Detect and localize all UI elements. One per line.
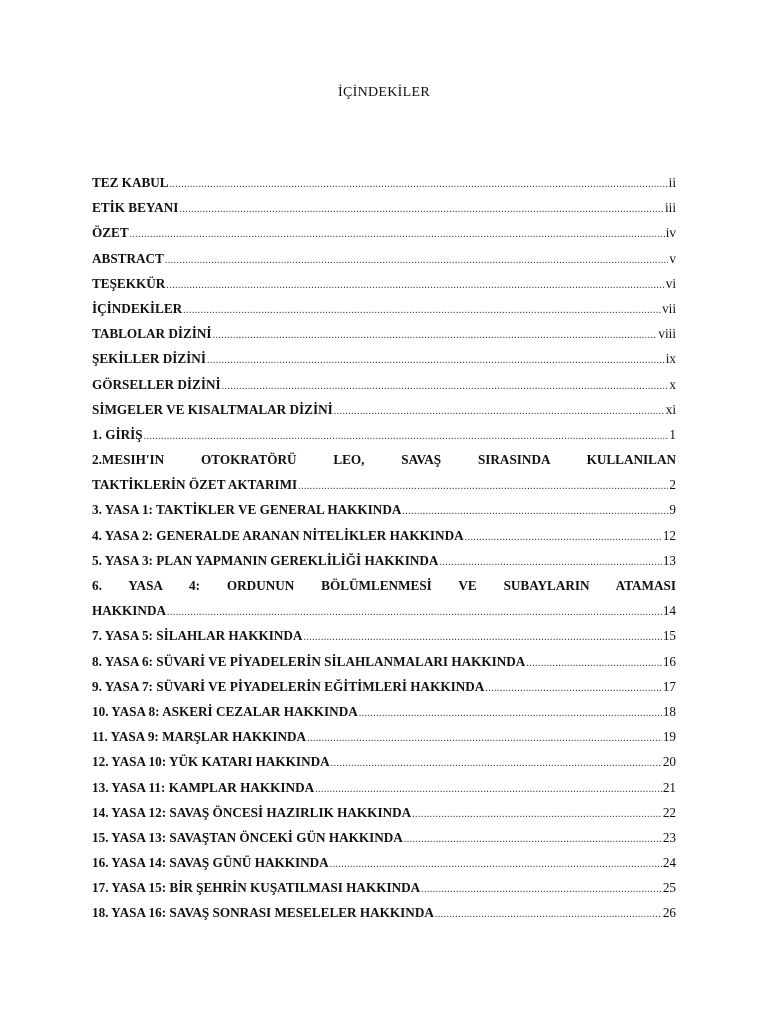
- toc-entry-page: 1: [669, 426, 676, 442]
- toc-entry-page: x: [669, 376, 676, 392]
- toc-entry-page: 15: [662, 628, 676, 644]
- toc-entry-label: 7. YASA 5: SİLAHLAR HAKKINDA: [92, 628, 303, 644]
- toc-entry-label: TABLOLAR DİZİNİ: [92, 326, 212, 342]
- dot-leader: [334, 399, 665, 424]
- toc-entry-label: 17. YASA 15: BİR ŞEHRİN KUŞATILMASI HAKKINDA: [92, 880, 421, 896]
- toc-entry-page: 13: [662, 552, 676, 568]
- toc-entry-page: 21: [662, 779, 676, 795]
- toc-entry-icindekiler: [92, 296, 676, 321]
- toc-entry-label: ETİK BEYANI: [92, 200, 179, 216]
- dot-leader: [439, 550, 661, 575]
- toc-entry-page: ii: [668, 175, 676, 190]
- toc-entry-page: ix: [665, 351, 676, 367]
- dot-leader: [165, 248, 669, 273]
- toc-entry-page: 9: [669, 502, 676, 518]
- dot-leader: [330, 852, 662, 877]
- dot-leader: [465, 525, 662, 550]
- dot-leader: [526, 651, 661, 676]
- toc-entry-gorseller-dizini: [92, 372, 676, 397]
- toc-entry-label: GÖRSELLER DİZİNİ: [92, 376, 221, 392]
- toc-entry-page: 26: [662, 905, 676, 921]
- toc-entry-page: 17: [662, 678, 676, 694]
- toc-entry-yasa-7: [92, 674, 676, 699]
- toc-entry-label: 18. YASA 16: SAVAŞ SONRASI MESELELER HAKKINDA: [92, 905, 434, 921]
- toc-entry-label: 8. YASA 6: SÜVARİ VE PİYADELERİN SİLAHLANMALARI HAKKINDA: [92, 653, 526, 669]
- dot-leader: [307, 726, 662, 751]
- toc-entry-tablolar-dizini: [92, 321, 676, 346]
- toc-entry-label: TAKTİKLERİN ÖZET AKTARIMI: [92, 477, 298, 493]
- dot-leader: [421, 877, 662, 902]
- toc-entry-page: 2: [669, 477, 676, 493]
- toc-entry-page: viii: [658, 326, 676, 342]
- dot-leader: [130, 222, 665, 247]
- toc-entry-page: 20: [662, 754, 676, 770]
- toc-entry-yasa-10: [92, 749, 676, 774]
- toc-entry-label: 13. YASA 11: KAMPLAR HAKKINDA: [92, 779, 315, 795]
- page-title: İÇİNDEKİLER: [338, 85, 430, 100]
- toc-entry-yasa-15: [92, 875, 676, 900]
- dot-leader: [402, 499, 668, 524]
- toc-entry-page: vi: [665, 275, 676, 291]
- dot-leader: [144, 424, 669, 449]
- toc-entry-giris: [92, 422, 676, 447]
- toc-entry-label: TEZ KABUL: [92, 175, 169, 190]
- dot-leader: [331, 751, 662, 776]
- toc-entry-label: 11. YASA 9: MARŞLAR HAKKINDA: [92, 729, 307, 745]
- toc-entry-page: vii: [662, 300, 676, 316]
- table-of-contents: [92, 170, 676, 926]
- toc-entry-label: 15. YASA 13: SAVAŞTAN ÖNCEKİ GÜN HAKKINDA: [92, 829, 403, 845]
- toc-entry-yasa-11: [92, 775, 676, 800]
- toc-entry-tesekkur: [92, 271, 676, 296]
- dot-leader: [435, 902, 662, 927]
- toc-entry-page: 14: [662, 603, 676, 619]
- dot-leader: [298, 474, 668, 499]
- toc-entry-label: 3. YASA 1: TAKTİKLER VE GENERAL HAKKINDA: [92, 502, 402, 518]
- toc-entry-label: 12. YASA 10: YÜK KATARI HAKKINDA: [92, 754, 330, 770]
- dot-leader: [170, 172, 668, 197]
- toc-entry-yasa-13: [92, 825, 676, 850]
- toc-entry-label: 14. YASA 12: SAVAŞ ÖNCESİ HAZIRLIK HAKKINDA: [92, 804, 412, 820]
- toc-entry-page: iii: [665, 200, 676, 216]
- dot-leader: [412, 802, 662, 827]
- toc-entry-label: ÖZET: [92, 225, 129, 241]
- toc-entry-page: 22: [662, 804, 676, 820]
- toc-entry-page: 25: [662, 880, 676, 896]
- dot-leader: [485, 676, 662, 701]
- dot-leader: [359, 701, 662, 726]
- toc-entry-page: 18: [662, 703, 676, 719]
- toc-entry-label: 5. YASA 3: PLAN YAPMANIN GEREKLİLİĞİ HAKKINDA: [92, 552, 439, 568]
- toc-entry-yasa-3: [92, 548, 676, 573]
- toc-entry-sekiller-dizini: [92, 346, 676, 371]
- toc-entry-page: 23: [662, 829, 676, 845]
- toc-entry-yasa-8: [92, 699, 676, 724]
- toc-entry-label: TEŞEKKÜR: [92, 275, 166, 291]
- toc-entry-label: 9. YASA 7: SÜVARİ VE PİYADELERİN EĞİTİMLERİ HAKKINDA: [92, 678, 485, 694]
- toc-entry-page: xi: [665, 401, 676, 417]
- toc-entry-yasa-2: [92, 523, 676, 548]
- toc-entry-label: 1. GİRİŞ: [92, 426, 143, 442]
- toc-entry-label: İÇİNDEKİLER: [92, 300, 183, 316]
- dot-leader: [315, 777, 662, 802]
- toc-entry-mesih-line1: 2.MESIH'IN OTOKRATÖRÜ LEO, SAVAŞ SIRASINDA KULLANILAN: [92, 452, 676, 468]
- dot-leader: [222, 374, 669, 399]
- toc-entry-tez-kabul: [92, 170, 676, 195]
- toc-entry-label: SİMGELER VE KISALTMALAR DİZİNİ: [92, 401, 333, 417]
- dot-leader: [179, 197, 664, 222]
- toc-entry-yasa-14: [92, 850, 676, 875]
- toc-entry-abstract: [92, 246, 676, 271]
- toc-entry-label: 10. YASA 8: ASKERİ CEZALAR HAKKINDA: [92, 703, 358, 719]
- toc-entry-label: HAKKINDA: [92, 603, 166, 619]
- toc-entry-page: 16: [662, 653, 676, 669]
- dot-leader: [183, 298, 661, 323]
- toc-entry-yasa-9: [92, 724, 676, 749]
- toc-entry-etik-beyani: [92, 195, 676, 220]
- toc-entry-yasa-5: [92, 623, 676, 648]
- toc-entry-label: 4. YASA 2: GENERALDE ARANAN NİTELİKLER HAKKINDA: [92, 527, 464, 543]
- toc-entry-mesih: [92, 472, 676, 497]
- dot-leader: [303, 625, 661, 650]
- dot-leader: [404, 827, 662, 852]
- dot-leader: [167, 600, 662, 625]
- toc-entry-page: v: [669, 250, 676, 266]
- toc-entry-page: 19: [662, 729, 676, 745]
- dot-leader: [207, 348, 665, 373]
- toc-entry-ozet: [92, 220, 676, 245]
- toc-entry-yasa-4-line1: 6. YASA 4: ORDUNUN BÖLÜMLENMESİ VE SUBAYLARIN ATAMASI: [92, 578, 676, 593]
- toc-entry-yasa-12: [92, 800, 676, 825]
- toc-entry-page: 12: [662, 527, 676, 543]
- toc-entry-label: ŞEKİLLER DİZİNİ: [92, 351, 206, 367]
- dot-leader: [166, 273, 664, 298]
- toc-entry-simgeler: [92, 397, 676, 422]
- toc-entry-yasa-4: [92, 598, 676, 623]
- toc-entry-yasa-16: [92, 900, 676, 925]
- dot-leader: [213, 323, 658, 348]
- toc-entry-label: 16. YASA 14: SAVAŞ GÜNÜ HAKKINDA: [92, 855, 329, 871]
- toc-entry-label: ABSTRACT: [92, 250, 164, 266]
- toc-entry-page: iv: [665, 225, 676, 241]
- toc-entry-yasa-6: [92, 649, 676, 674]
- toc-entry-yasa-1: [92, 497, 676, 522]
- toc-entry-page: 24: [662, 855, 676, 871]
